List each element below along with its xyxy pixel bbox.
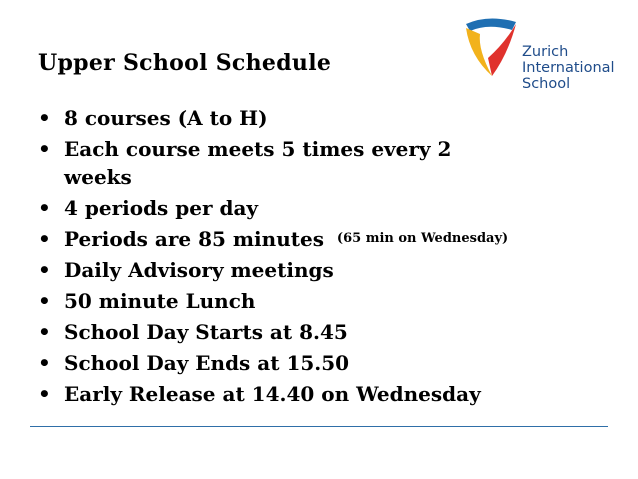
bullet-dot-icon: •	[38, 227, 51, 251]
bullet-item	[38, 225, 598, 253]
bullet-item	[38, 380, 598, 408]
bullet-text: Each course meets 5 times every 2 weeks	[64, 137, 452, 189]
bullet-item	[38, 104, 598, 132]
bullet-dot-icon: •	[38, 351, 51, 375]
bullet-dot-icon: •	[38, 196, 51, 220]
bullet-text: School Day Starts at 8.45	[64, 320, 348, 344]
bullet-text: School Day Ends at 15.50	[64, 351, 350, 375]
slide-divider	[30, 426, 608, 427]
bullet-dot-icon: •	[38, 258, 51, 282]
logo-line-2: International	[522, 60, 615, 76]
bullet-item	[38, 135, 598, 191]
logo-line-1: Zurich	[522, 44, 569, 60]
bullet-text: 8 courses (A to H)	[64, 106, 268, 130]
bullet-item	[38, 287, 598, 315]
bullet-text: Daily Advisory meetings	[64, 258, 334, 282]
bullet-item	[38, 194, 598, 222]
logo-blue-arc	[466, 18, 516, 31]
logo-line-3: School	[522, 76, 571, 92]
bullet-dot-icon: •	[38, 289, 51, 313]
schedule-bullet-list	[38, 104, 598, 408]
bullet-dot-icon: •	[38, 382, 51, 406]
bullet-item	[38, 256, 598, 284]
bullet-text: Periods are 85 minutes	[64, 227, 324, 251]
bullet-item	[38, 318, 598, 346]
bullet-note: (65 min on Wednesday)	[336, 231, 509, 246]
logo-yellow-shape	[466, 28, 492, 76]
bullet-dot-icon: •	[38, 137, 51, 161]
bullet-item	[38, 349, 598, 377]
bullet-text: Early Release at 14.40 on Wednesday	[64, 382, 481, 406]
bullet-dot-icon: •	[38, 106, 51, 130]
logo-red-shape	[488, 24, 516, 76]
bullet-dot-icon: •	[38, 320, 51, 344]
slide-title: Upper School Schedule	[38, 50, 332, 76]
bullet-text: 50 minute Lunch	[64, 289, 256, 313]
bullet-text: 4 periods per day	[64, 196, 259, 220]
logo-wordmark	[522, 44, 615, 92]
